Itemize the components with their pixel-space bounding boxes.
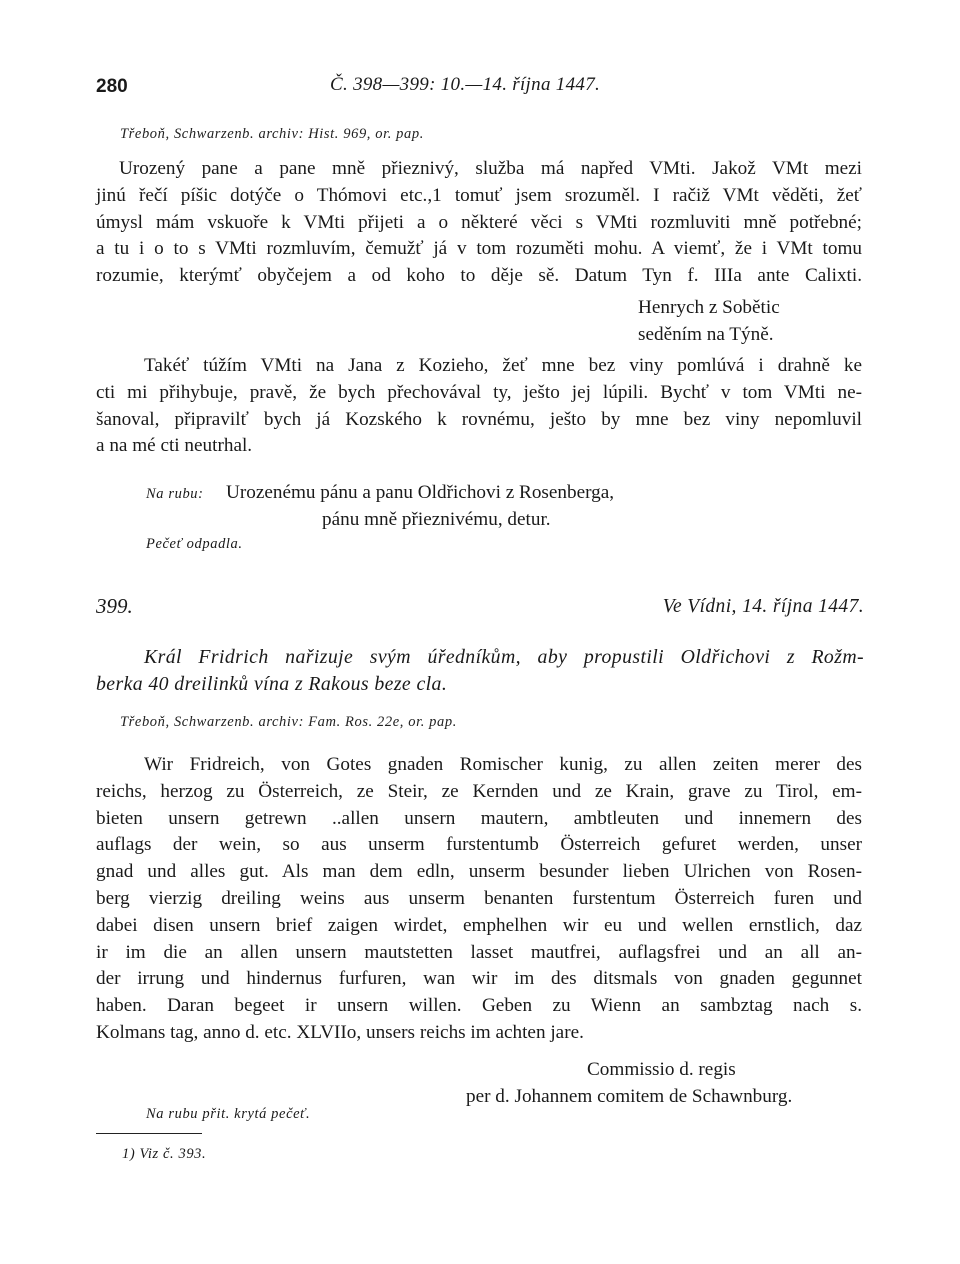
footnote: 1) Viz č. 393. — [122, 1146, 207, 1162]
text-line: reichs, herzog zu Österreich, ze Steir, ze Kernden und ze Krain, grave zu Tirol, em- — [96, 780, 862, 802]
regest-summary — [96, 644, 864, 698]
text-line: dabei disen unsern brief zaigen wirdet, emphelhen wir eu und wellen ernstlich, daz — [96, 914, 862, 936]
postscript-398 — [96, 353, 862, 460]
text-line: berg vierzig dreiling weins aus unserm benanten furstentum Österreich furen und — [96, 887, 862, 909]
document-place-date: Ve Vídni, 14. října 1447. — [662, 596, 864, 617]
summary-line: berka 40 dreilinků vína z Rakous beze cla. — [96, 673, 448, 695]
address-line: pánu mně přieznivému, detur. — [322, 509, 551, 530]
text-line: bieten unsern getrewn ..allen unsern mautern, ambtleuten und innemern des — [96, 807, 862, 829]
text-line: úmysl mám vskuoře k VMti přijeti a o některé věci s VMti rozmluviti mně potřebné; — [96, 211, 862, 233]
running-head: Č. 398—399: 10.—14. října 1447. — [330, 74, 601, 95]
commissio-line: per d. Johannem comitem de Schawnburg. — [466, 1086, 793, 1107]
source-note-398: Třeboň, Schwarzenb. archiv: Hist. 969, or. pap. — [120, 126, 424, 142]
signature-line: seděním na Týně. — [638, 324, 774, 345]
text-line: der irrung und hindernus furfuren, wan wir im des ditsmals von gnaden gegunnet — [96, 968, 862, 990]
text-line: gnad und alles gut. Als man dem edln, unserm besunder lieben Ulrichen von Rosen- — [96, 861, 862, 883]
page-number: 280 — [96, 76, 128, 97]
text-line: auflags der wein, so aus unserm furstentumb Österreich gefuret werden, unser — [96, 834, 862, 856]
verso-label: Na rubu: — [146, 486, 204, 502]
text-line: ir im die an allen unsern mautstetten lasset mautfrei, auflagsfrei und an all an- — [96, 941, 862, 963]
signature-line: Henrych z Sobětic — [638, 297, 780, 318]
text-line: a na mé cti neutrhal. — [96, 435, 253, 457]
text-line: Kolmans tag, anno d. etc. XLVIIo, unsers reichs im achten jare. — [96, 1021, 584, 1043]
footnote-rule — [96, 1133, 202, 1134]
text-line: Takéť túžím VMti na Jana z Kozieho, žeť mne bez viny pomlúvá i drahně ke — [144, 355, 862, 376]
text-line: haben. Daran begeet ir unsern willen. Geben zu Wienn an sambztag nach s. — [96, 995, 862, 1017]
text-line: Urozený pane a pane mně přieznivý, služba má napřed VMti. Jakož VMt mezi — [119, 158, 862, 179]
text-line: jinú řečí píšic dotýče o Thómovi etc.,1 tomuť jsem srozuměl. I račiž VMt věděti, žeť — [96, 184, 862, 206]
letter-398-body — [96, 156, 862, 290]
text-line: rozumie, kterýmť obyčejem a od koho to děje sě. Datum Tyn f. IIIa ante Calixti. — [96, 265, 862, 287]
verso-seal-note: Na rubu přit. krytá pečeť. — [146, 1106, 311, 1122]
source-note-399: Třeboň, Schwarzenb. archiv: Fam. Ros. 22e, or. pap. — [120, 714, 457, 730]
commissio-line: Commissio d. regis — [587, 1059, 736, 1080]
text-line: Wir Fridreich, von Gotes gnaden Romischer kunig, zu allen zeiten merer des — [144, 754, 862, 775]
charter-399-body — [96, 752, 862, 1047]
seal-note: Pečeť odpadla. — [146, 536, 243, 552]
document-number: 399. — [96, 594, 133, 618]
text-line: a tu i o to s VMti rozmluvím, čemužť já v tom rozuměti mohu. A viemť, že i VMt tomu — [96, 238, 862, 260]
text-line: cti mi přihybuje, pravě, že bych přechovával ty, ješto jej lúpili. Bychť v tom VMti ne- — [96, 381, 862, 403]
address-line: Urozenému pánu a panu Oldřichovi z Rosenberga, — [226, 482, 615, 503]
text-line: šanoval, připravilť bych já Kozského k rovnému, ješto by mne bez viny nepomluvil — [96, 408, 862, 430]
summary-line: Král Fridrich nařizuje svým úředníkům, aby propustili Oldřichovi z Rožm- — [144, 646, 864, 668]
